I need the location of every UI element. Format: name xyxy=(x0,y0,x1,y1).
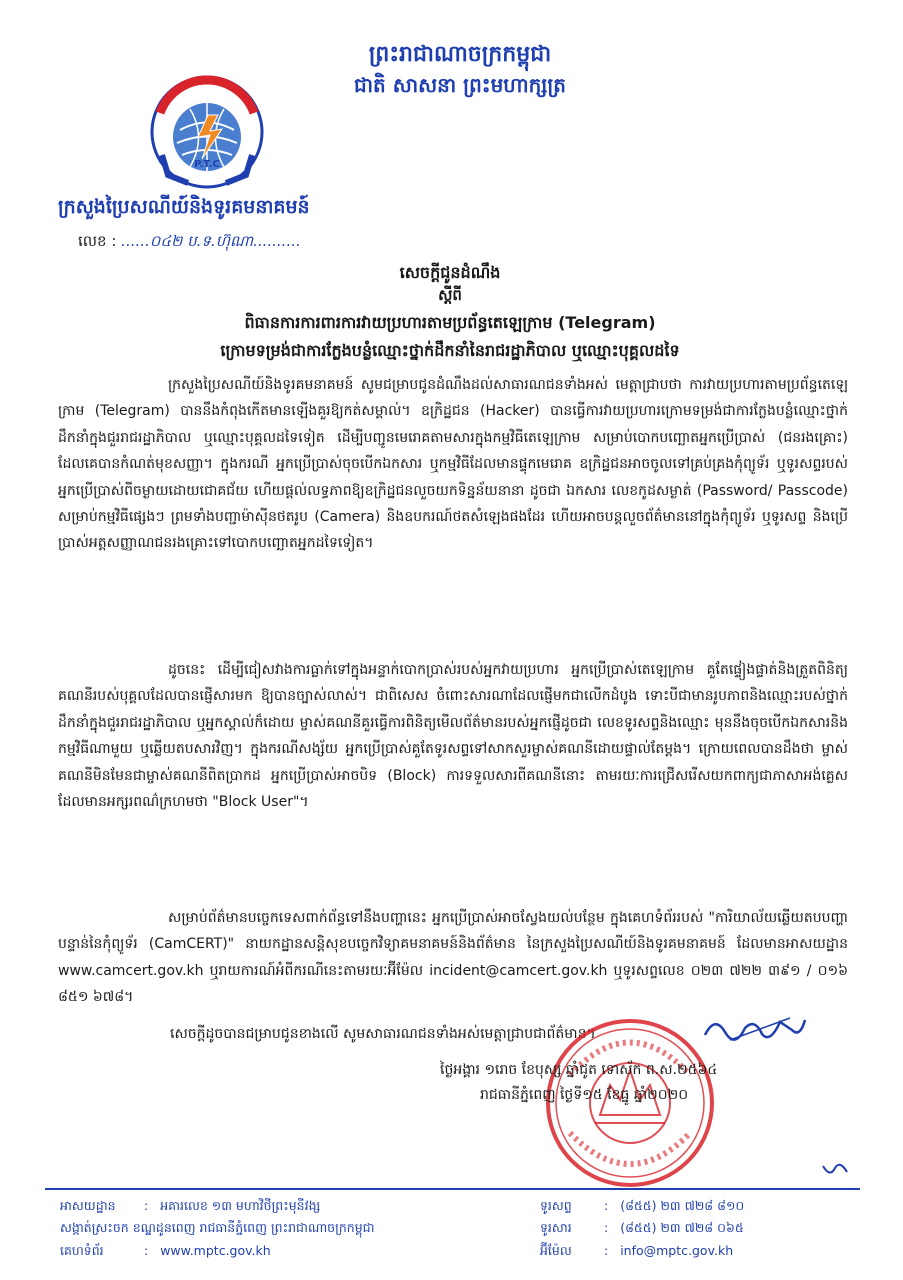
logo-text-top: ប.ទ.ទ. xyxy=(191,89,223,100)
reference-value: ......០៤២ ប.ទ.ហ៊ុណា.......... xyxy=(121,232,301,250)
footer-divider xyxy=(45,1188,860,1190)
body-paragraph-3 xyxy=(58,905,848,1015)
paragraph-2-text: ដូចនេះ ដើម្បីជៀសវាងការធ្លាក់ទៅក្នុងអន្ទាក់បោកប្រាស់របស់អ្នកវាយប្រហារ អ្នកប្រើប្រាស់តេឡេក្រាម គួតែផ្ទៀងផ្ទាត់និងត្រួតពិនិត្យគណនីរបស់បុគ្គលដែលបានផ្ញើសារមក ឱ្យបានច្បាស់លាស់។ ជាពិសេស ចំពោះសារណាដែលផ្ញើមកជាលើកដំបូង ទោះបីជាមានរូបភាពនិងឈ្មោះរបស់ថ្នាក់ដឹកនាំក្នុងជួររាជរដ្ឋាភិបាល ឬអ្នកស្គាល់ក៏ដោយ ម្ចាស់គណនីគួរធ្វើការពិនិត្យមើលព័ត៌មានរបស់អ្នកផ្ញើដូចជា លេខទូរសព្ទនិងឈ្មោះ មុននឹងចុចបើកឯកសារនិងកម្មវិធីណាមួយ ឬឆ្លើយតបសារវិញ។ ក្នុងករណីសង្ស័យ អ្នកប្រើប្រាស់គួតែទូរសព្ទទៅសាកសួរម្ចាស់គណនីដោយផ្ទាល់តែម្តង។ ក្រោយពេលបានដឹងថា ម្ចាស់គណនីមិនមែនជាម្ចាស់គណនីពិតប្រាកដ អ្នកប្រើប្រាស់អាចបិទ (Block) ការទទួលសារពីគណនីនោះ តាមរយៈការជ្រើសរើសយកពាក្យជាភាសាអង់គ្លេស ដែលមានអក្សរពណ៌ក្រហមថា "Block User"។ xyxy=(58,662,848,811)
email-link[interactable]: info@mptc.gov.kh xyxy=(620,1243,734,1258)
paragraph-3-text: សម្រាប់ព័ត៌មានបច្ចេកទេសពាក់ព័ន្ធទៅនឹងបញ្ហានេះ អ្នកប្រើប្រាស់អាចស្វែងយល់បន្ថែម ក្នុងគេហទំព័ររបស់ "ការិយាល័យឆ្លើយតបបញ្ហាបន្ទាន់នៃកុំព្យូទ័រ (CamCERT)" នាយកដ្ឋានសន្តិសុខបច្ចេកវិទ្យាគមនាគមន៍និងព័ត៌មាន នៃក្រសួងប្រៃសណីយ៍និងទូរគមនាគមន៍ ដែលមានអាសយដ្ឋាន www.camcert.gov.kh ឬរាយការណ៍អំពីករណីនេះតាមរយៈអ៊ីម៉ែល incident@camcert.gov.kh ឬទូរសព្ទលេខ ០២៣ ៧២២ ៣៩១ / ០១៦ ៨៥១ ៦៧៨។ xyxy=(58,910,848,1006)
ministry-name: ក្រសួងប្រៃសណីយ៍និងទូរគមនាគមន៍ xyxy=(58,196,310,218)
lunar-date: ថ្ងៃអង្គារ ១រោច ខែបុស្ស ឆ្នាំជូត ទោស័ក ព.ស.២៥៦៤ xyxy=(440,1062,718,1078)
email-label: អ៊ីម៉ែល xyxy=(540,1243,572,1258)
body-paragraph-1 xyxy=(58,372,848,664)
body-paragraph-2 xyxy=(58,657,848,877)
email-colon: : xyxy=(603,1243,609,1258)
footer-email xyxy=(540,1243,733,1262)
phone-value: (៨៥៥) ២៣ ៧២៨ ៨១០ xyxy=(620,1198,745,1213)
reference-label: លេខ : xyxy=(78,232,117,250)
logo-text-bottom: P.T.C xyxy=(194,159,220,170)
notice-subject-line1: ពិធានការការពារការវាយប្រហារតាមប្រព័ន្ធតេឡេក្រាម (Telegram) xyxy=(244,313,656,332)
fax-label: ទូរសារ xyxy=(540,1220,572,1235)
closing-sentence: សេចក្តីដូចបានជម្រាបជូនខាងលើ សូមសាធារណជនទាំងអស់មេត្តាជ្រាបជាព័ត៌មាន។ xyxy=(170,1026,596,1042)
fax-colon: : xyxy=(603,1220,609,1235)
ministry-logo xyxy=(150,75,265,190)
footer-address-line2: សង្កាត់ស្រះចក ខណ្ឌដូនពេញ រាជធានីភ្នំពេញ ព្រះរាជាណាចក្រកម្ពុជា xyxy=(60,1220,375,1235)
signature-mark xyxy=(700,1010,810,1050)
paragraph-1-text: ក្រសួងប្រៃសណីយ៍និងទូរគមនាគមន៍ សូមជម្រាបជូនដំណឹងដល់សាធារណជនទាំងអស់ មេត្តាជ្រាបថា ការវាយប្រហារតាមប្រព័ន្ធតេឡេក្រាម (Telegram) បាននឹងកំពុងកើតមានឡើងគួរឱ្យកត់សម្គាល់។ ឧក្រិដ្ឋជន (Hacker) បានធ្វើការវាយប្រហារក្រោមទម្រង់ជាការក្លែងបន្លំឈ្មោះថ្នាក់ដឹកនាំក្នុងជួររាជរដ្ឋាភិបាល ឬឈ្មោះបុគ្គលដទៃទៀត ដើម្បីបញ្ជូនមេរោគតាមសារក្នុងកម្មវិធីតេឡេក្រាម សម្រាប់បោកបញ្ឆោតអ្នកប្រើប្រាស់ (ជនរងគ្រោះ) ដែលគេបានកំណត់មុខសញ្ញា។ ក្នុងករណី អ្នកប្រើប្រាស់ចុចបើកឯកសារ ឬកម្មវិធីដែលមានផ្ទុកមេរោគ ឧក្រិដ្ឋជនអាចចូលទៅគ្រប់គ្រងកុំព្យូទ័រ ឬទូរសព្ទរបស់អ្នកប្រើប្រាស់ពីចម្ងាយដោយជោគជ័យ ហើយផ្តល់លទ្ធភាពឱ្យឧក្រិដ្ឋជនលួចយកទិន្នន័យនានា ដូចជា ឯកសារ លេខកូដសម្ងាត់ (Password/ Passcode) សម្រាប់កម្មវិធីផ្សេងៗ ព្រមទាំងបញ្ជាម៉ាស៊ីនថតរូប (Camera) និងឧបករណ៍ថតសំឡេងផងដែរ ហើយអាចបន្តលួចព័ត៌មាននៅក្នុងកុំព្យូទ័រ ឬទូរសព្ទ និងប្រើប្រាស់អត្តសញ្ញាណជនរងគ្រោះទៅបោកបញ្ឆោតអ្នកដទៃទៀត។ xyxy=(58,377,848,552)
website-label: គេហទំព័រ xyxy=(60,1243,104,1258)
website-link[interactable]: www.mptc.gov.kh xyxy=(160,1243,271,1258)
phone-colon: : xyxy=(603,1198,609,1213)
footer-fax xyxy=(540,1220,744,1239)
notice-subject-label: ស្តីពី xyxy=(438,286,462,304)
notice-title: សេចក្តីជូនដំណឹង xyxy=(399,263,501,282)
solar-date: រាជធានីភ្នំពេញ ថ្ងៃទី១៥ ខែធ្នូ ឆ្នាំ២០២០ xyxy=(480,1087,689,1103)
fax-value: (៨៥៥) ២៣ ៧២៨ ០៦៥ xyxy=(620,1220,744,1235)
notice-subject-line2: ក្រោមទម្រង់ជាការក្លែងបន្លំឈ្មោះថ្នាក់ដឹកនាំនៃរាជរដ្ឋាភិបាល ឬឈ្មោះបុគ្គលដទៃ xyxy=(220,341,680,360)
website-colon: : xyxy=(143,1243,149,1258)
initial-mark xyxy=(820,1158,850,1180)
address-label: អាសយដ្ឋាន xyxy=(60,1198,116,1213)
footer-phone xyxy=(540,1198,744,1217)
kingdom-title: ព្រះរាជាណាចក្រកម្ពុជា xyxy=(368,41,552,67)
footer-address xyxy=(60,1198,320,1217)
phone-label: ទូរសព្ទ xyxy=(540,1198,572,1213)
kingdom-motto: ជាតិ សាសនា ព្រះមហាក្សត្រ xyxy=(354,73,566,97)
address-colon: : xyxy=(143,1198,149,1213)
footer-website xyxy=(60,1243,271,1262)
reference-number xyxy=(78,232,301,254)
address-value: អគារលេខ ១៣ មហាវិថីព្រះមុនីវង្ស xyxy=(160,1198,321,1213)
